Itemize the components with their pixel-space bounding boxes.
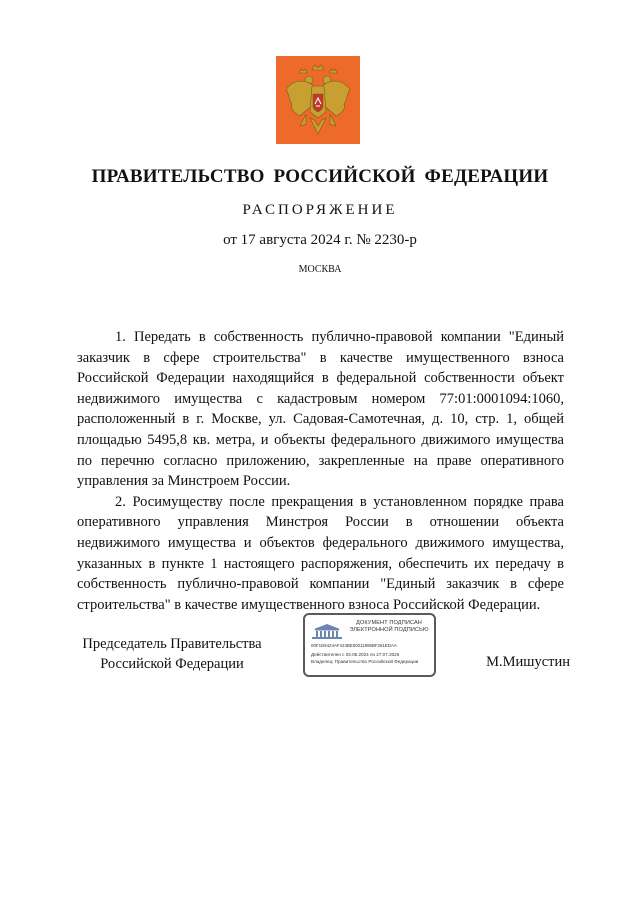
paragraph-1: 1. Передать в собственность публично-правовой компании "Единый заказчик в сфере строительства" в качестве имущественного взноса Российской Федерации находящийся в федеральной собственности объект недвижимого имущества с кадастровым номером 77:01:0001094:1060, расположенный в г. Москве, ул. Садовая-Самотечная, д. 10, стр. 1, общей площадью 5495,8 кв. метра, и объекты федерального движимого имущества по перечню согласно приложению, закрепленные на праве оперативного управления за Минстроем России. xyxy=(77,329,564,490)
building-icon xyxy=(310,621,344,641)
document-city: МОСКВА xyxy=(298,264,342,275)
coat-of-arms-icon xyxy=(276,56,360,144)
electronic-signature-stamp xyxy=(303,613,436,677)
signatory-position xyxy=(72,634,272,674)
stamp-owner: Владелец: Правительство Российской Федерации xyxy=(311,659,419,664)
stamp-title xyxy=(345,620,433,634)
stamp-serial: 00F1D9424AF424BE50011895BF261EDAA xyxy=(311,643,397,648)
document-type: РАСПОРЯЖЕНИЕ xyxy=(242,202,398,218)
stamp-title-line-2: ЭЛЕКТРОННОЙ ПОДПИСЬЮ xyxy=(349,627,429,633)
document-body xyxy=(77,327,564,615)
document-date-number: от 17 августа 2024 г. № 2230-р xyxy=(223,232,417,248)
paragraph-2: 2. Росимуществу после прекращения в установленном порядке права оперативного управления Минстроя России в отношении объекта недвижимого имущества и объектов федерального движимого имущества, указанных в пункте 1 настоящего распоряжения, обеспечить их передачу в собственность публично-правовой компании "Единый заказчик в сфере строительства" в качестве имущественного взноса Российской Федерации. xyxy=(77,493,564,613)
signatory-name: М.Мишустин xyxy=(486,654,570,670)
signatory-position-line-1: Председатель Правительства xyxy=(82,636,262,652)
stamp-validity: Действителен с 03.05.2024 по 27.07.2025 xyxy=(311,652,400,657)
signatory-position-line-2: Российской Федерации xyxy=(100,656,244,672)
stamp-title-line-1: ДОКУМЕНТ ПОДПИСАН xyxy=(356,620,422,626)
government-title: ПРАВИТЕЛЬСТВО РОССИЙСКОЙ ФЕДЕРАЦИИ xyxy=(91,166,549,187)
